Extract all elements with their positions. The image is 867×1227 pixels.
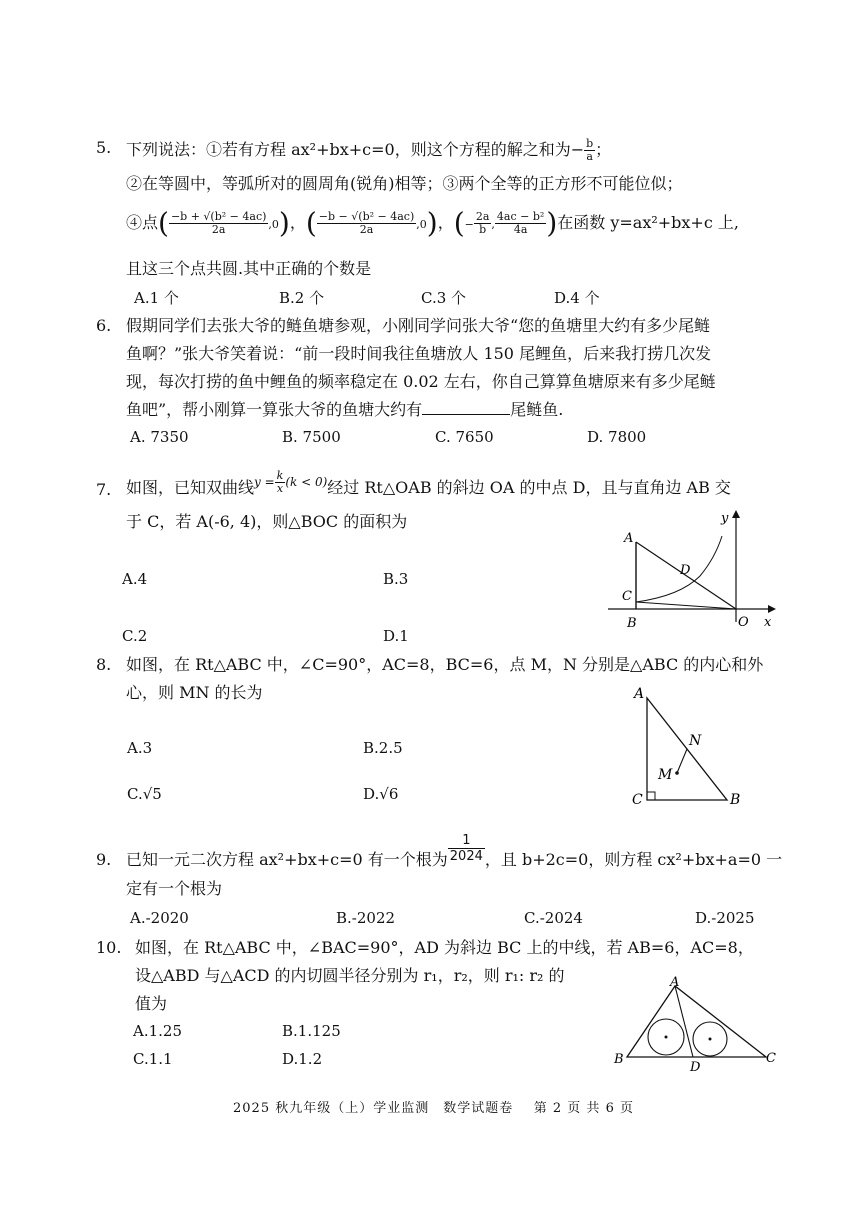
q5-line1-end: ； (595, 140, 612, 159)
q7-option-a: A.4 (122, 570, 148, 588)
q7-label-a: A (624, 531, 634, 546)
q5-option-b: B.2 个 (279, 289, 325, 307)
q10-option-c: C.1.1 (133, 1050, 173, 1068)
q7-formula-frac (275, 470, 286, 495)
q9-frac-num: 1 (448, 833, 485, 849)
q5-line1-text: 下列说法：①若有方程 ax²+bx+c=0，则这个方程的解之和为 (126, 140, 571, 159)
footer-page-number: 第 2 页 共 6 页 (533, 1101, 634, 1116)
q5-p1-den: 2a (211, 223, 226, 236)
q7-x-arrow (768, 605, 776, 613)
q8-point-m (675, 771, 679, 775)
q9-line2: 定有一个根为 (126, 879, 223, 898)
q9-frac-den: 2024 (449, 849, 483, 864)
q10-label-a: A (670, 975, 680, 990)
q9-option-b: B.-2022 (336, 909, 396, 927)
q10-center-1 (665, 1036, 668, 1039)
q8-label-n: N (689, 733, 702, 749)
q5-p1-zero: ,0 (268, 218, 279, 231)
q8-segment-mn (677, 749, 687, 773)
q5-frac-den: a (586, 150, 593, 163)
q8-label-c: C (632, 792, 643, 808)
q6-line4 (126, 400, 563, 420)
q6-line4-text: 鱼吧”，帮小刚算一算张大爷的鱼塘大约有 (126, 400, 423, 419)
q10-median-ad (675, 986, 693, 1057)
q5-p2-zero: ,0 (416, 218, 427, 231)
q7-figure (600, 506, 790, 636)
q9-fraction (448, 833, 485, 864)
q7-hyperbola (636, 536, 722, 602)
q10-center-2 (709, 1038, 712, 1041)
q7-label-x: x (764, 615, 772, 630)
q6-number: 6. (96, 316, 112, 335)
q10-option-a: A.1.25 (133, 1022, 182, 1040)
q10-option-d: D.1.2 (282, 1050, 323, 1068)
q6-option-b: B. 7500 (282, 428, 341, 446)
q10-figure (610, 972, 780, 1072)
q5-p3b-num: 4ac − b² (496, 210, 545, 223)
q5-frac-num: b (586, 137, 594, 150)
q5-p1-num: −b + √(b² − 4ac) (170, 210, 267, 223)
q10-number: 10. (96, 938, 122, 957)
q9-option-c: C.-2024 (524, 909, 583, 927)
q5-p3a-den: b (479, 223, 487, 236)
q5-number: 5. (96, 138, 112, 157)
q7-formula-cond: (k < 0) (285, 475, 328, 489)
q7-formula-y: y = (254, 475, 275, 489)
q6-option-c: C. 7650 (435, 428, 494, 446)
q9-option-a: A.-2020 (130, 909, 189, 927)
q5-option-d: D.4 个 (554, 289, 600, 307)
q8-option-d: D.√6 (363, 785, 399, 803)
q5-p3a-num: 2a (475, 210, 490, 223)
q8-right-angle-mark (647, 792, 655, 800)
q9-option-d: D.-2025 (695, 909, 755, 927)
q5-line3-suffix: 在函数 y=ax²+bx+c 上, (557, 213, 739, 232)
q7-label-c: C (622, 589, 632, 604)
q7-label-d: D (680, 563, 691, 578)
q8-line2: 心，则 MN 的长为 (126, 683, 263, 702)
q8-option-b: B.2.5 (363, 739, 403, 757)
q5-fraction (584, 138, 595, 163)
q6-option-d: D. 7800 (587, 428, 647, 446)
q5-p2-den: 2a (359, 223, 374, 236)
q5-line1 (126, 138, 611, 163)
q7-line2: 于 C，若 A(-6, 4)，则△BOC 的面积为 (126, 512, 408, 531)
q7-option-b: B.3 (383, 570, 409, 588)
footer-exam-title: 2025 秋九年级（上）学业监测 数学试题卷 (233, 1101, 514, 1116)
q5-p3b-den: 4a (513, 223, 528, 236)
q8-figure (625, 680, 755, 810)
q8-label-a: A (634, 686, 645, 702)
q5-frac-sign: − (570, 140, 585, 159)
q8-option-c: C.√5 (127, 785, 162, 803)
q7-label-b: B (627, 616, 637, 631)
q6-line2: 鱼啊？”张大爷笑着说：“前一段时间我往鱼塘放人 150 尾鲤鱼，后来我打捞几次发 (126, 344, 712, 363)
q7-option-c: C.2 (122, 627, 148, 645)
q10-label-d: D (690, 1060, 701, 1072)
q5-point3-y (495, 211, 546, 236)
q7-line1-end: 经过 Rt△OAB 的斜边 OA 的中点 D，且与直角边 AB 交 (327, 478, 731, 497)
q8-label-m: M (658, 767, 673, 783)
q6-line3: 现，每次打捞的鱼中鲤鱼的频率稳定在 0.02 左右，你自己算算鱼塘原来有多少尾鲢 (126, 372, 716, 391)
q10-line3: 值为 (135, 994, 168, 1013)
q7-y-arrow (732, 510, 740, 518)
q9-line1-end: ，且 b+2c=0，则方程 cx²+bx+a=0 一 (484, 850, 783, 869)
q5-p2-num: −b − √(b² − 4ac) (318, 210, 415, 223)
q8-option-a: A.3 (127, 739, 153, 757)
q5-option-c: C.3 个 (421, 289, 467, 307)
q8-number: 8. (96, 655, 112, 674)
q7-option-d: D.1 (383, 627, 409, 645)
q7-formula (254, 469, 328, 495)
q10-line2: 设△ABD 与△ACD 的内切圆半径分别为 r₁，r₂，则 r₁: r₂ 的 (135, 966, 565, 985)
q5-point3-x (474, 211, 492, 236)
q9-number: 9. (96, 850, 112, 869)
q8-line1: 如图，在 Rt△ABC 中，∠C=90°，AC=8，BC=6，点 M，N 分别是△ABC 的内心和外 (126, 655, 764, 674)
q6-option-a: A. 7350 (130, 428, 189, 446)
q10-triangle (627, 986, 766, 1057)
q9-line1-text: 已知一元二次方程 ax²+bx+c=0 有一个根为 (126, 850, 448, 869)
q6-line1: 假期同学们去张大爷的鲢鱼塘参观，小刚同学问张大爷“您的鱼塘里大约有多少尾鲢 (126, 316, 711, 335)
q5-point1-x (169, 211, 268, 236)
q6-line4-end: 尾鲢鱼. (510, 400, 564, 419)
q5-line3: ④点( $\frac{\text{−b + √(b² − 4ac)}}{2a}$ ,0)，( $\frac{\text{−b − √(b² − 4ac)}}{2a}$ ,0)，(− $\frac{2a}{b}$ , $\frac{\text{4ac − b²}}{4a}$ )在函数 y=ax²+bx+c 上, (126, 206, 739, 240)
q6-answer-blank (422, 400, 510, 415)
q10-option-b: B.1.125 (282, 1022, 341, 1040)
q5-line3-prefix: ④点 (126, 213, 159, 232)
q7-formula-num: k (276, 469, 284, 482)
q7-label-o: O (738, 615, 749, 630)
q7-line1 (126, 470, 731, 506)
q7-formula-den: x (276, 482, 284, 495)
q5-point2-x (317, 211, 416, 236)
q8-label-b: B (730, 792, 741, 808)
q10-label-b: B (614, 1052, 624, 1067)
q5-option-a: A.1 个 (134, 289, 179, 307)
q10-label-c: C (766, 1051, 776, 1066)
q5-line2: ②在等圆中，等弧所对的圆周角(锐角)相等；③两个全等的正方形不可能位似； (126, 174, 683, 193)
q7-label-y: y (721, 511, 729, 526)
q7-line1-text: 如图，已知双曲线 (126, 478, 255, 497)
q5-line4: 且这三个点共圆.其中正确的个数是 (126, 259, 372, 278)
q10-line1: 如图，在 Rt△ABC 中，∠BAC=90°，AD 为斜边 BC 上的中线，若 AB=6，AC=8， (135, 938, 754, 957)
page-footer (0, 1097, 867, 1116)
q7-number: 7. (96, 480, 112, 499)
q7-side-oc (636, 602, 736, 609)
q9-line1 (126, 833, 782, 873)
